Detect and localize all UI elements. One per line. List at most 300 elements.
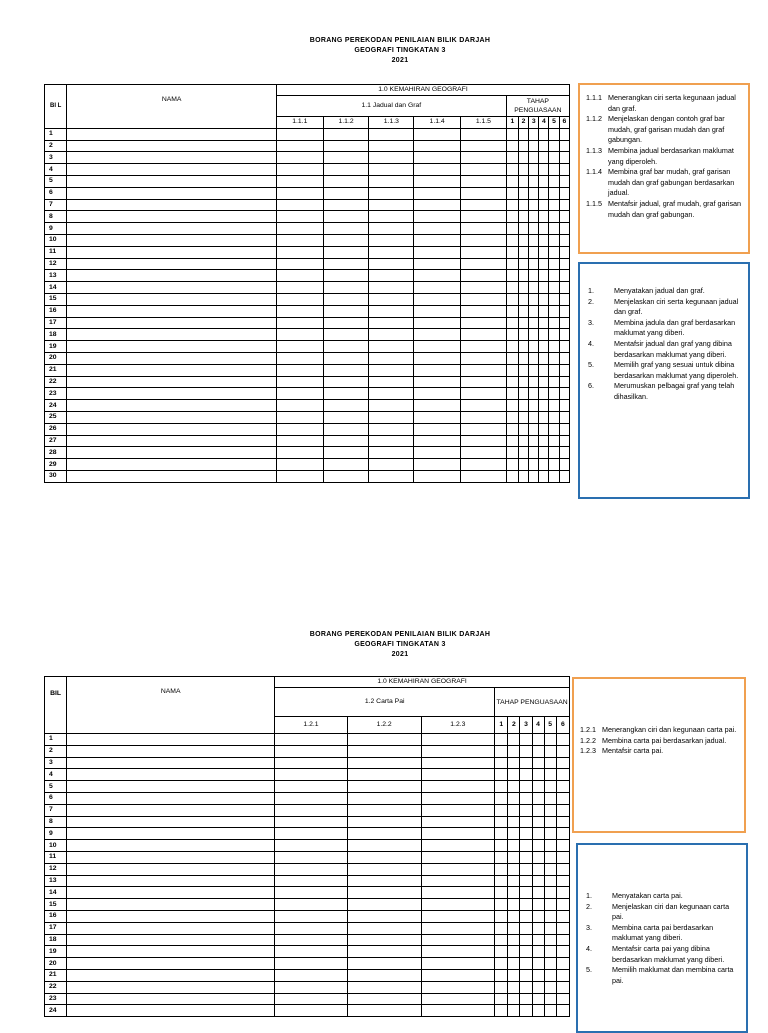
score-cell[interactable] bbox=[518, 305, 528, 317]
score-cell[interactable] bbox=[559, 447, 569, 459]
name-cell[interactable] bbox=[67, 400, 277, 412]
score-cell[interactable] bbox=[276, 293, 323, 305]
score-cell[interactable] bbox=[461, 234, 507, 246]
score-cell[interactable] bbox=[556, 981, 569, 993]
score-cell[interactable] bbox=[508, 875, 520, 887]
score-cell[interactable] bbox=[323, 470, 369, 482]
score-cell[interactable] bbox=[559, 246, 569, 258]
score-cell[interactable] bbox=[518, 282, 528, 294]
score-cell[interactable] bbox=[532, 910, 544, 922]
score-cell[interactable] bbox=[347, 851, 421, 863]
name-cell[interactable] bbox=[67, 447, 277, 459]
score-cell[interactable] bbox=[506, 152, 518, 164]
name-cell[interactable] bbox=[67, 781, 275, 793]
score-cell[interactable] bbox=[508, 934, 520, 946]
score-cell[interactable] bbox=[323, 175, 369, 187]
score-cell[interactable] bbox=[369, 223, 414, 235]
score-cell[interactable] bbox=[539, 152, 549, 164]
score-cell[interactable] bbox=[506, 447, 518, 459]
score-cell[interactable] bbox=[559, 376, 569, 388]
score-cell[interactable] bbox=[539, 435, 549, 447]
score-cell[interactable] bbox=[549, 423, 559, 435]
score-cell[interactable] bbox=[544, 734, 556, 746]
score-cell[interactable] bbox=[539, 400, 549, 412]
score-cell[interactable] bbox=[549, 470, 559, 482]
score-cell[interactable] bbox=[275, 899, 348, 911]
score-cell[interactable] bbox=[369, 164, 414, 176]
score-cell[interactable] bbox=[556, 993, 569, 1005]
score-cell[interactable] bbox=[532, 887, 544, 899]
score-cell[interactable] bbox=[520, 946, 532, 958]
score-cell[interactable] bbox=[539, 199, 549, 211]
score-cell[interactable] bbox=[323, 140, 369, 152]
score-cell[interactable] bbox=[544, 792, 556, 804]
score-cell[interactable] bbox=[461, 423, 507, 435]
score-cell[interactable] bbox=[421, 804, 495, 816]
score-cell[interactable] bbox=[495, 734, 508, 746]
score-cell[interactable] bbox=[508, 981, 520, 993]
score-cell[interactable] bbox=[414, 376, 461, 388]
name-cell[interactable] bbox=[67, 946, 275, 958]
score-cell[interactable] bbox=[532, 958, 544, 970]
score-cell[interactable] bbox=[275, 840, 348, 852]
name-cell[interactable] bbox=[67, 329, 277, 341]
score-cell[interactable] bbox=[532, 863, 544, 875]
score-cell[interactable] bbox=[421, 734, 495, 746]
score-cell[interactable] bbox=[544, 993, 556, 1005]
score-cell[interactable] bbox=[347, 934, 421, 946]
score-cell[interactable] bbox=[275, 781, 348, 793]
name-cell[interactable] bbox=[67, 293, 277, 305]
score-cell[interactable] bbox=[549, 411, 559, 423]
name-cell[interactable] bbox=[67, 234, 277, 246]
name-cell[interactable] bbox=[67, 459, 277, 471]
score-cell[interactable] bbox=[532, 851, 544, 863]
score-cell[interactable] bbox=[544, 804, 556, 816]
score-cell[interactable] bbox=[276, 187, 323, 199]
score-cell[interactable] bbox=[506, 317, 518, 329]
name-cell[interactable] bbox=[67, 152, 277, 164]
score-cell[interactable] bbox=[276, 211, 323, 223]
score-cell[interactable] bbox=[549, 187, 559, 199]
score-cell[interactable] bbox=[529, 388, 539, 400]
score-cell[interactable] bbox=[518, 411, 528, 423]
score-cell[interactable] bbox=[544, 969, 556, 981]
score-cell[interactable] bbox=[544, 757, 556, 769]
score-cell[interactable] bbox=[369, 423, 414, 435]
score-cell[interactable] bbox=[544, 981, 556, 993]
score-cell[interactable] bbox=[275, 910, 348, 922]
score-cell[interactable] bbox=[549, 329, 559, 341]
score-cell[interactable] bbox=[414, 223, 461, 235]
score-cell[interactable] bbox=[495, 969, 508, 981]
score-cell[interactable] bbox=[549, 128, 559, 140]
score-cell[interactable] bbox=[508, 816, 520, 828]
score-cell[interactable] bbox=[495, 981, 508, 993]
score-cell[interactable] bbox=[369, 329, 414, 341]
score-cell[interactable] bbox=[323, 164, 369, 176]
score-cell[interactable] bbox=[539, 317, 549, 329]
score-cell[interactable] bbox=[414, 270, 461, 282]
score-cell[interactable] bbox=[549, 352, 559, 364]
score-cell[interactable] bbox=[323, 341, 369, 353]
score-cell[interactable] bbox=[323, 187, 369, 199]
score-cell[interactable] bbox=[276, 164, 323, 176]
score-cell[interactable] bbox=[323, 423, 369, 435]
score-cell[interactable] bbox=[508, 887, 520, 899]
score-cell[interactable] bbox=[529, 459, 539, 471]
score-cell[interactable] bbox=[549, 175, 559, 187]
score-cell[interactable] bbox=[414, 341, 461, 353]
score-cell[interactable] bbox=[276, 423, 323, 435]
score-cell[interactable] bbox=[556, 934, 569, 946]
score-cell[interactable] bbox=[461, 140, 507, 152]
score-cell[interactable] bbox=[276, 223, 323, 235]
score-cell[interactable] bbox=[518, 447, 528, 459]
score-cell[interactable] bbox=[276, 199, 323, 211]
score-cell[interactable] bbox=[529, 364, 539, 376]
score-cell[interactable] bbox=[556, 828, 569, 840]
score-cell[interactable] bbox=[559, 211, 569, 223]
score-cell[interactable] bbox=[323, 411, 369, 423]
score-cell[interactable] bbox=[529, 352, 539, 364]
score-cell[interactable] bbox=[539, 411, 549, 423]
score-cell[interactable] bbox=[532, 899, 544, 911]
score-cell[interactable] bbox=[421, 993, 495, 1005]
score-cell[interactable] bbox=[506, 435, 518, 447]
score-cell[interactable] bbox=[520, 734, 532, 746]
score-cell[interactable] bbox=[421, 958, 495, 970]
score-cell[interactable] bbox=[559, 364, 569, 376]
score-cell[interactable] bbox=[529, 258, 539, 270]
score-cell[interactable] bbox=[532, 828, 544, 840]
name-cell[interactable] bbox=[67, 164, 277, 176]
score-cell[interactable] bbox=[549, 234, 559, 246]
score-cell[interactable] bbox=[421, 946, 495, 958]
score-cell[interactable] bbox=[421, 1005, 495, 1017]
score-cell[interactable] bbox=[461, 187, 507, 199]
score-cell[interactable] bbox=[369, 140, 414, 152]
score-cell[interactable] bbox=[421, 875, 495, 887]
score-cell[interactable] bbox=[529, 246, 539, 258]
score-cell[interactable] bbox=[544, 899, 556, 911]
score-cell[interactable] bbox=[556, 757, 569, 769]
score-cell[interactable] bbox=[323, 317, 369, 329]
score-cell[interactable] bbox=[275, 934, 348, 946]
score-cell[interactable] bbox=[495, 993, 508, 1005]
score-cell[interactable] bbox=[549, 447, 559, 459]
score-cell[interactable] bbox=[414, 423, 461, 435]
name-cell[interactable] bbox=[67, 317, 277, 329]
score-cell[interactable] bbox=[276, 329, 323, 341]
score-cell[interactable] bbox=[323, 459, 369, 471]
score-cell[interactable] bbox=[369, 411, 414, 423]
score-cell[interactable] bbox=[518, 199, 528, 211]
score-cell[interactable] bbox=[539, 388, 549, 400]
score-cell[interactable] bbox=[556, 958, 569, 970]
score-cell[interactable] bbox=[461, 435, 507, 447]
score-cell[interactable] bbox=[421, 969, 495, 981]
name-cell[interactable] bbox=[67, 922, 275, 934]
score-cell[interactable] bbox=[529, 400, 539, 412]
name-cell[interactable] bbox=[67, 128, 277, 140]
score-cell[interactable] bbox=[275, 887, 348, 899]
score-cell[interactable] bbox=[532, 734, 544, 746]
score-cell[interactable] bbox=[559, 388, 569, 400]
score-cell[interactable] bbox=[539, 282, 549, 294]
score-cell[interactable] bbox=[539, 234, 549, 246]
score-cell[interactable] bbox=[518, 175, 528, 187]
score-cell[interactable] bbox=[421, 781, 495, 793]
score-cell[interactable] bbox=[559, 140, 569, 152]
score-cell[interactable] bbox=[556, 734, 569, 746]
score-cell[interactable] bbox=[549, 258, 559, 270]
score-cell[interactable] bbox=[539, 270, 549, 282]
score-cell[interactable] bbox=[529, 376, 539, 388]
score-cell[interactable] bbox=[549, 164, 559, 176]
score-cell[interactable] bbox=[421, 828, 495, 840]
score-cell[interactable] bbox=[559, 293, 569, 305]
score-cell[interactable] bbox=[520, 851, 532, 863]
score-cell[interactable] bbox=[414, 152, 461, 164]
score-cell[interactable] bbox=[559, 400, 569, 412]
score-cell[interactable] bbox=[518, 388, 528, 400]
score-cell[interactable] bbox=[414, 140, 461, 152]
score-cell[interactable] bbox=[369, 317, 414, 329]
score-cell[interactable] bbox=[506, 470, 518, 482]
name-cell[interactable] bbox=[67, 757, 275, 769]
score-cell[interactable] bbox=[347, 863, 421, 875]
score-cell[interactable] bbox=[461, 246, 507, 258]
score-cell[interactable] bbox=[369, 128, 414, 140]
score-cell[interactable] bbox=[544, 922, 556, 934]
score-cell[interactable] bbox=[347, 887, 421, 899]
score-cell[interactable] bbox=[559, 470, 569, 482]
score-cell[interactable] bbox=[559, 341, 569, 353]
name-cell[interactable] bbox=[67, 769, 275, 781]
score-cell[interactable] bbox=[520, 840, 532, 852]
score-cell[interactable] bbox=[556, 769, 569, 781]
score-cell[interactable] bbox=[506, 388, 518, 400]
score-cell[interactable] bbox=[508, 804, 520, 816]
score-cell[interactable] bbox=[369, 459, 414, 471]
score-cell[interactable] bbox=[508, 851, 520, 863]
score-cell[interactable] bbox=[520, 1005, 532, 1017]
score-cell[interactable] bbox=[347, 757, 421, 769]
score-cell[interactable] bbox=[544, 875, 556, 887]
name-cell[interactable] bbox=[67, 875, 275, 887]
score-cell[interactable] bbox=[369, 470, 414, 482]
score-cell[interactable] bbox=[559, 234, 569, 246]
score-cell[interactable] bbox=[495, 781, 508, 793]
name-cell[interactable] bbox=[67, 981, 275, 993]
score-cell[interactable] bbox=[539, 447, 549, 459]
score-cell[interactable] bbox=[369, 435, 414, 447]
score-cell[interactable] bbox=[276, 175, 323, 187]
score-cell[interactable] bbox=[275, 851, 348, 863]
score-cell[interactable] bbox=[544, 1005, 556, 1017]
score-cell[interactable] bbox=[520, 993, 532, 1005]
score-cell[interactable] bbox=[276, 258, 323, 270]
score-cell[interactable] bbox=[539, 211, 549, 223]
score-cell[interactable] bbox=[559, 199, 569, 211]
score-cell[interactable] bbox=[539, 364, 549, 376]
score-cell[interactable] bbox=[544, 828, 556, 840]
score-cell[interactable] bbox=[414, 352, 461, 364]
score-cell[interactable] bbox=[461, 270, 507, 282]
score-cell[interactable] bbox=[520, 863, 532, 875]
score-cell[interactable] bbox=[508, 734, 520, 746]
score-cell[interactable] bbox=[506, 187, 518, 199]
score-cell[interactable] bbox=[544, 946, 556, 958]
score-cell[interactable] bbox=[461, 459, 507, 471]
score-cell[interactable] bbox=[556, 816, 569, 828]
score-cell[interactable] bbox=[461, 175, 507, 187]
score-cell[interactable] bbox=[549, 305, 559, 317]
score-cell[interactable] bbox=[275, 734, 348, 746]
score-cell[interactable] bbox=[549, 282, 559, 294]
score-cell[interactable] bbox=[556, 922, 569, 934]
score-cell[interactable] bbox=[414, 364, 461, 376]
score-cell[interactable] bbox=[518, 246, 528, 258]
score-cell[interactable] bbox=[508, 792, 520, 804]
score-cell[interactable] bbox=[544, 863, 556, 875]
score-cell[interactable] bbox=[520, 958, 532, 970]
score-cell[interactable] bbox=[275, 922, 348, 934]
name-cell[interactable] bbox=[67, 1005, 275, 1017]
score-cell[interactable] bbox=[518, 270, 528, 282]
score-cell[interactable] bbox=[495, 958, 508, 970]
score-cell[interactable] bbox=[539, 352, 549, 364]
score-cell[interactable] bbox=[347, 969, 421, 981]
score-cell[interactable] bbox=[559, 411, 569, 423]
score-cell[interactable] bbox=[506, 270, 518, 282]
score-cell[interactable] bbox=[556, 781, 569, 793]
score-cell[interactable] bbox=[529, 211, 539, 223]
score-cell[interactable] bbox=[461, 305, 507, 317]
score-cell[interactable] bbox=[276, 140, 323, 152]
score-cell[interactable] bbox=[461, 364, 507, 376]
score-cell[interactable] bbox=[414, 435, 461, 447]
score-cell[interactable] bbox=[275, 757, 348, 769]
score-cell[interactable] bbox=[529, 435, 539, 447]
score-cell[interactable] bbox=[529, 270, 539, 282]
score-cell[interactable] bbox=[323, 400, 369, 412]
score-cell[interactable] bbox=[539, 376, 549, 388]
name-cell[interactable] bbox=[67, 270, 277, 282]
score-cell[interactable] bbox=[549, 317, 559, 329]
score-cell[interactable] bbox=[506, 341, 518, 353]
score-cell[interactable] bbox=[518, 258, 528, 270]
score-cell[interactable] bbox=[559, 459, 569, 471]
score-cell[interactable] bbox=[414, 187, 461, 199]
score-cell[interactable] bbox=[506, 352, 518, 364]
score-cell[interactable] bbox=[414, 447, 461, 459]
score-cell[interactable] bbox=[506, 364, 518, 376]
score-cell[interactable] bbox=[518, 329, 528, 341]
score-cell[interactable] bbox=[544, 958, 556, 970]
score-cell[interactable] bbox=[421, 816, 495, 828]
score-cell[interactable] bbox=[276, 341, 323, 353]
name-cell[interactable] bbox=[67, 910, 275, 922]
score-cell[interactable] bbox=[323, 305, 369, 317]
score-cell[interactable] bbox=[495, 910, 508, 922]
score-cell[interactable] bbox=[539, 293, 549, 305]
score-cell[interactable] bbox=[506, 175, 518, 187]
score-cell[interactable] bbox=[559, 423, 569, 435]
score-cell[interactable] bbox=[544, 910, 556, 922]
name-cell[interactable] bbox=[67, 388, 277, 400]
score-cell[interactable] bbox=[323, 199, 369, 211]
score-cell[interactable] bbox=[276, 305, 323, 317]
score-cell[interactable] bbox=[347, 946, 421, 958]
score-cell[interactable] bbox=[347, 781, 421, 793]
name-cell[interactable] bbox=[67, 804, 275, 816]
score-cell[interactable] bbox=[539, 175, 549, 187]
score-cell[interactable] bbox=[529, 317, 539, 329]
score-cell[interactable] bbox=[556, 875, 569, 887]
score-cell[interactable] bbox=[539, 258, 549, 270]
score-cell[interactable] bbox=[559, 175, 569, 187]
name-cell[interactable] bbox=[67, 187, 277, 199]
score-cell[interactable] bbox=[529, 305, 539, 317]
score-cell[interactable] bbox=[461, 400, 507, 412]
name-cell[interactable] bbox=[67, 899, 275, 911]
score-cell[interactable] bbox=[556, 840, 569, 852]
score-cell[interactable] bbox=[495, 804, 508, 816]
score-cell[interactable] bbox=[529, 128, 539, 140]
score-cell[interactable] bbox=[518, 128, 528, 140]
score-cell[interactable] bbox=[414, 199, 461, 211]
score-cell[interactable] bbox=[508, 840, 520, 852]
name-cell[interactable] bbox=[67, 423, 277, 435]
score-cell[interactable] bbox=[556, 863, 569, 875]
name-cell[interactable] bbox=[67, 199, 277, 211]
score-cell[interactable] bbox=[508, 828, 520, 840]
score-cell[interactable] bbox=[559, 223, 569, 235]
score-cell[interactable] bbox=[529, 140, 539, 152]
score-cell[interactable] bbox=[532, 840, 544, 852]
score-cell[interactable] bbox=[532, 946, 544, 958]
score-cell[interactable] bbox=[508, 745, 520, 757]
score-cell[interactable] bbox=[323, 282, 369, 294]
score-cell[interactable] bbox=[495, 863, 508, 875]
name-cell[interactable] bbox=[67, 258, 277, 270]
score-cell[interactable] bbox=[369, 282, 414, 294]
score-cell[interactable] bbox=[532, 934, 544, 946]
score-cell[interactable] bbox=[461, 152, 507, 164]
score-cell[interactable] bbox=[421, 745, 495, 757]
score-cell[interactable] bbox=[559, 435, 569, 447]
score-cell[interactable] bbox=[347, 981, 421, 993]
name-cell[interactable] bbox=[67, 175, 277, 187]
score-cell[interactable] bbox=[461, 447, 507, 459]
score-cell[interactable] bbox=[544, 887, 556, 899]
score-cell[interactable] bbox=[421, 769, 495, 781]
score-cell[interactable] bbox=[323, 364, 369, 376]
name-cell[interactable] bbox=[67, 828, 275, 840]
score-cell[interactable] bbox=[520, 934, 532, 946]
score-cell[interactable] bbox=[461, 411, 507, 423]
score-cell[interactable] bbox=[495, 946, 508, 958]
score-cell[interactable] bbox=[323, 447, 369, 459]
score-cell[interactable] bbox=[506, 258, 518, 270]
name-cell[interactable] bbox=[67, 792, 275, 804]
score-cell[interactable] bbox=[556, 745, 569, 757]
score-cell[interactable] bbox=[556, 1005, 569, 1017]
score-cell[interactable] bbox=[520, 910, 532, 922]
score-cell[interactable] bbox=[508, 946, 520, 958]
